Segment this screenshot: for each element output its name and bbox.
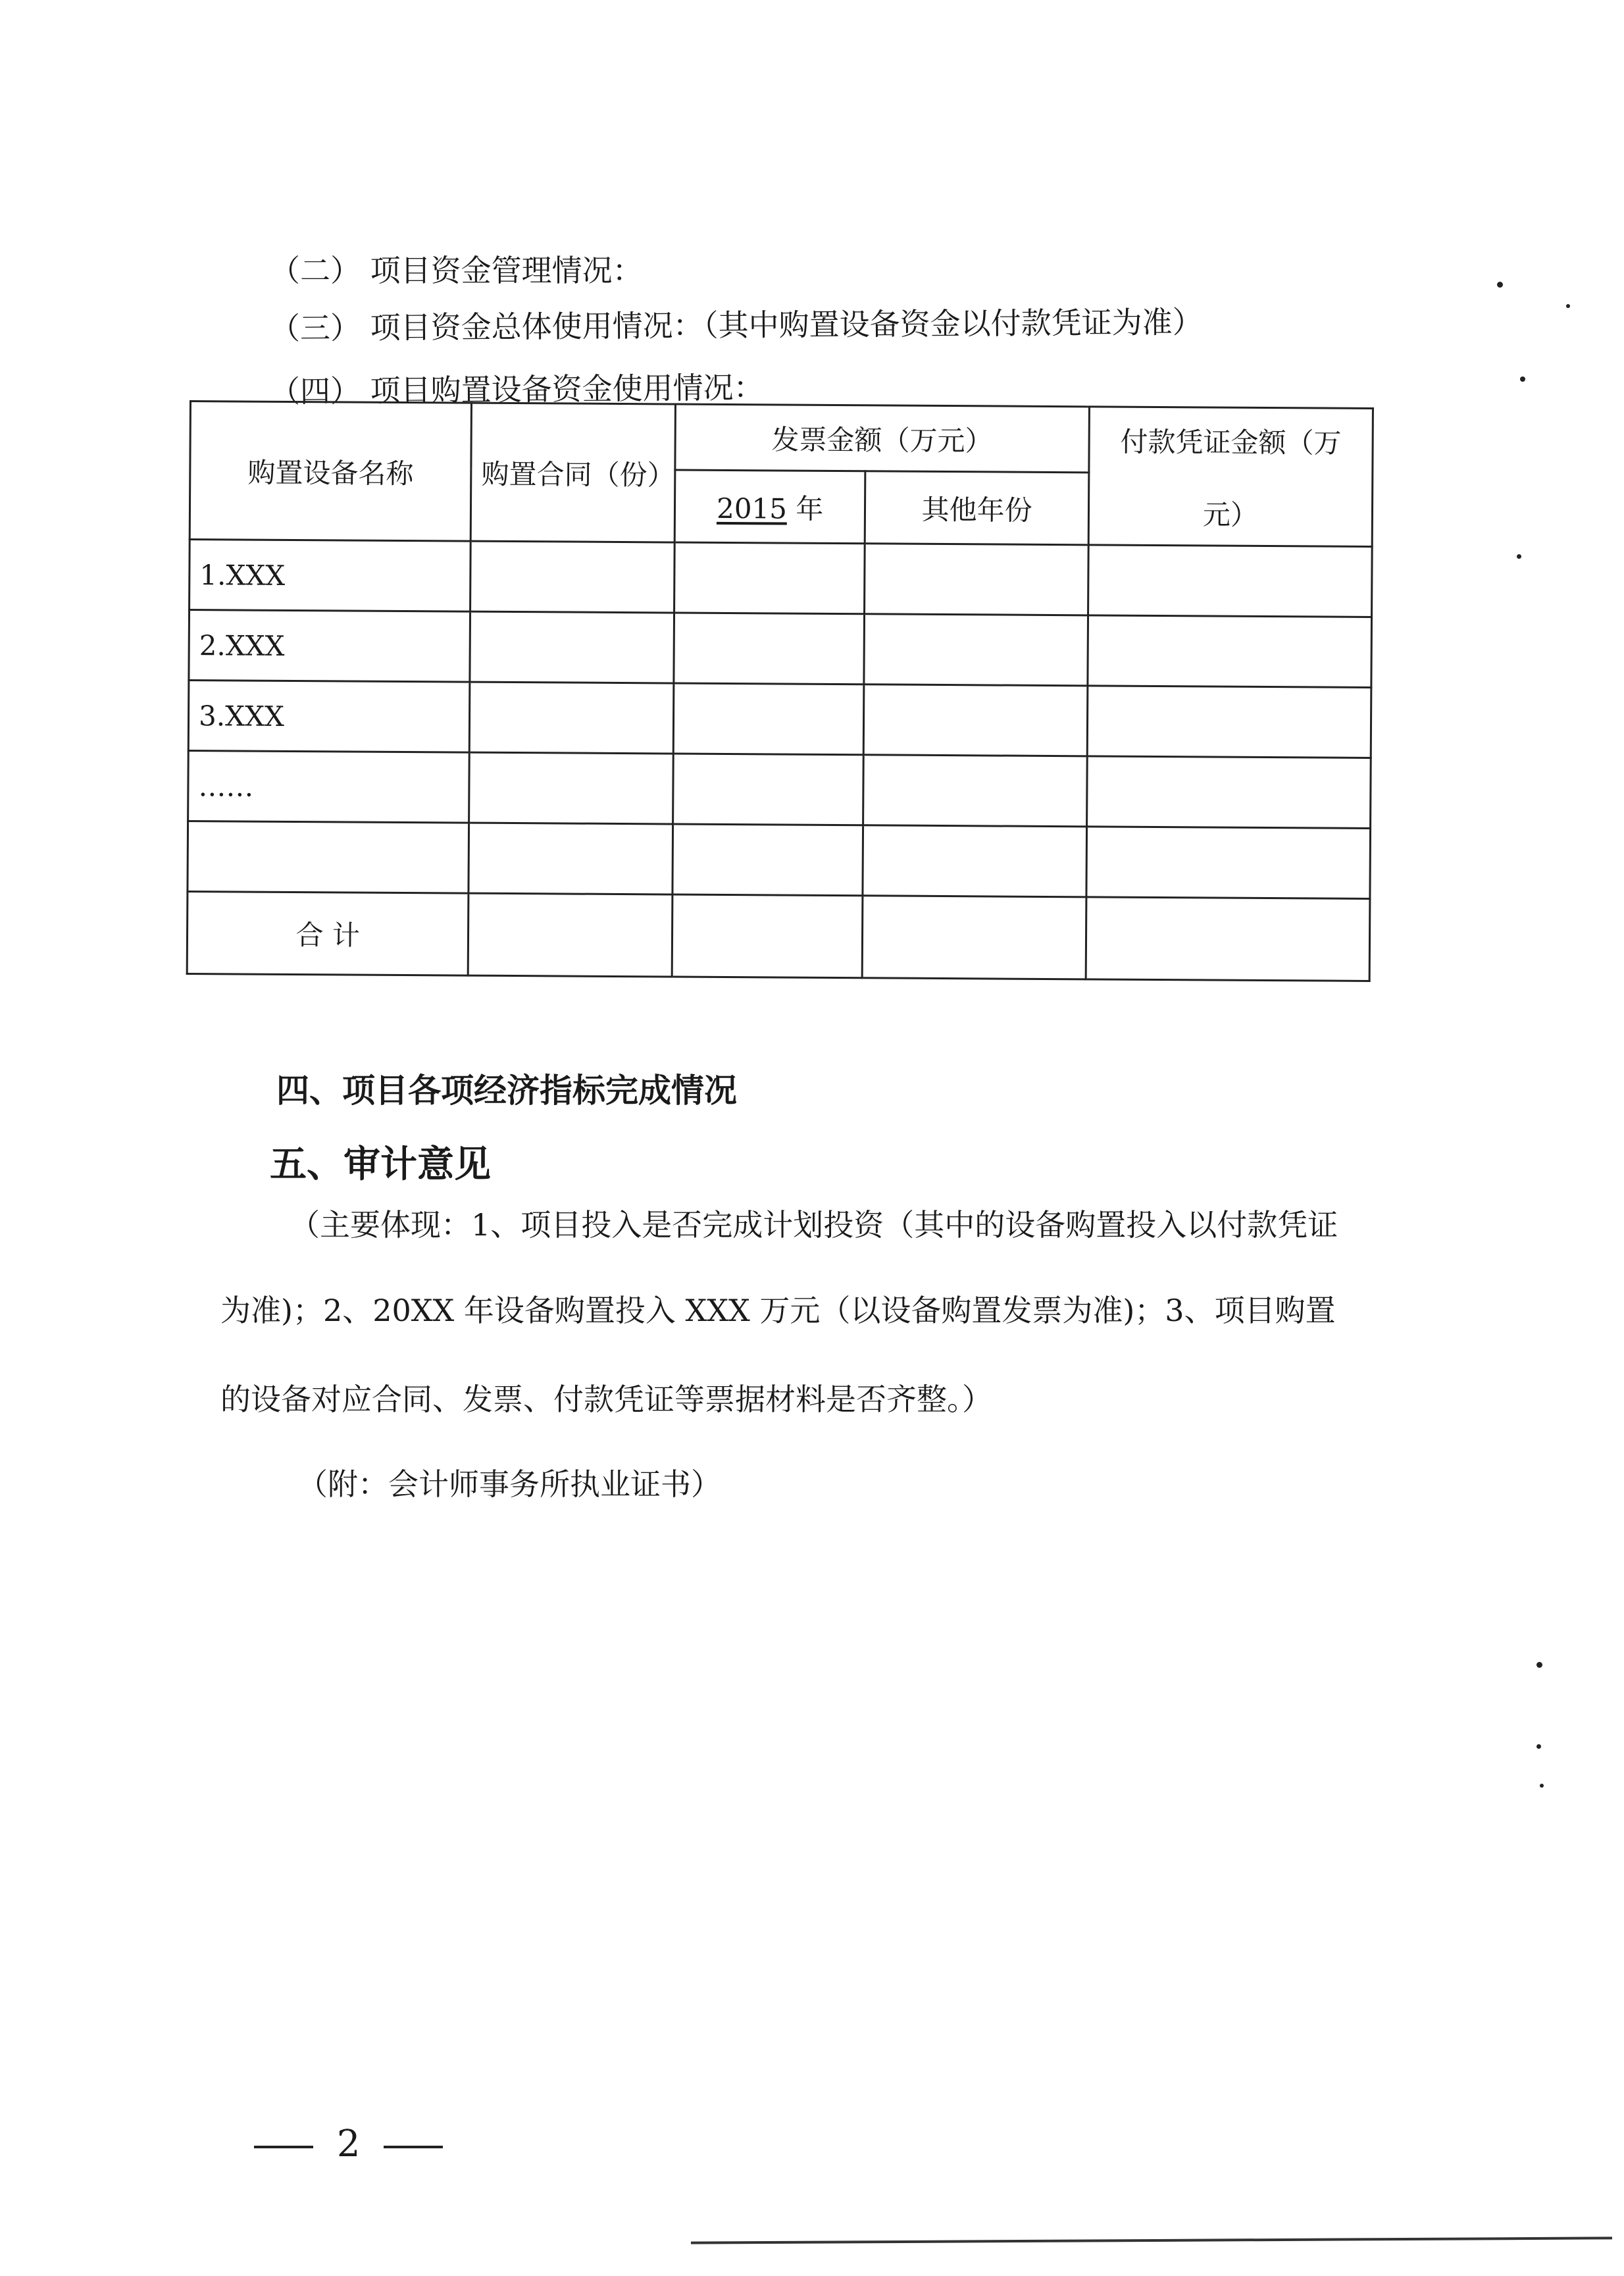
subsection-equipment-fund: （四） 项目购置设备资金使用情况： [269,369,764,409]
table-cell [1086,827,1371,899]
header-year-number: 2015 [716,492,788,525]
scan-speck [1536,1662,1542,1668]
subsection-fund-management: （二） 项目资金管理情况： [270,253,643,288]
table-row [188,821,1371,898]
table-cell [1086,897,1370,981]
table-cell [865,544,1088,615]
table-cell [863,825,1086,897]
scan-speck [1540,1784,1544,1788]
table-cell [1087,686,1371,758]
table-row [189,610,1372,688]
header-contract: 购置合同（份） [470,403,675,542]
table-cell [863,755,1087,827]
page-number-value: 2 [336,2123,361,2165]
table-cell [470,611,674,683]
section-5-title: 五、审计意见 [270,1143,491,1186]
table-header-row [190,401,1373,475]
table-cell [864,685,1088,756]
header-other-years: 其他年份 [865,471,1089,545]
table-cell [672,754,863,825]
attachment-note: （附：会计师事务所执业证书） [297,1466,721,1502]
page-number [242,2123,455,2165]
table-cell [469,823,672,894]
scan-speck [1566,304,1570,308]
scan-speck [1497,282,1503,288]
table-cell [1088,615,1372,688]
audit-opinion-line-2: 为准)；2、20XX 年设备购置投入 XXX 万元（以设备购置发票为准)；3、项目购置 [220,1293,1336,1328]
scan-edge-line [691,2237,1612,2244]
section-4-title: 四、项目各项经济指标完成情况 [276,1072,737,1110]
table-cell [469,752,673,824]
audit-opinion-line-1: （主要体现：1、项目投入是否完成计划投资（其中的设备购置投入以付款凭证 [290,1207,1338,1243]
total-label: 合 计 [187,891,469,975]
scan-speck [1536,1744,1541,1749]
header-payment-line2: 元） [1202,498,1259,531]
table-cell [673,683,864,755]
table-cell [468,893,672,977]
table-total-row [187,891,1370,981]
row-name [188,821,469,893]
row-name: …… [188,750,470,823]
row-name: 2.XXX [189,610,470,683]
row-name: 3.XXX [188,681,470,753]
audit-opinion-line-3: 的设备对应合同、发票、付款凭证等票据材料是否齐整。） [220,1382,992,1417]
header-equipment-name: 购置设备名称 [190,401,472,542]
table-cell [674,613,865,685]
header-year-suffix: 年 [796,492,824,525]
header-year-2015 [674,470,865,544]
table-cell [470,541,674,613]
table-row [188,681,1371,758]
header-invoice-amount: 发票金额（万元） [675,404,1089,473]
scan-speck [1520,376,1525,382]
equipment-purchase-table [186,400,1374,982]
header-payment-amount [1088,407,1373,547]
table-cell [1088,545,1372,617]
table-cell [470,682,674,754]
table-cell [864,614,1088,686]
row-name: 1.XXX [190,540,471,612]
table-cell [863,896,1086,979]
table-cell [674,542,865,614]
page-number-dash-right [384,2146,443,2148]
page-number-dash-left [254,2146,313,2148]
table-row [188,750,1371,828]
table-cell [1086,756,1371,829]
scan-speck [1517,554,1521,559]
table-cell [672,824,863,896]
subsection-fund-usage: （三） 项目资金总体使用情况：（其中购置设备资金以付款凭证为准） [269,304,1203,346]
header-payment-line1: 付款凭证金额（万 [1120,425,1342,459]
table-cell [672,894,863,978]
table-row [190,540,1373,617]
